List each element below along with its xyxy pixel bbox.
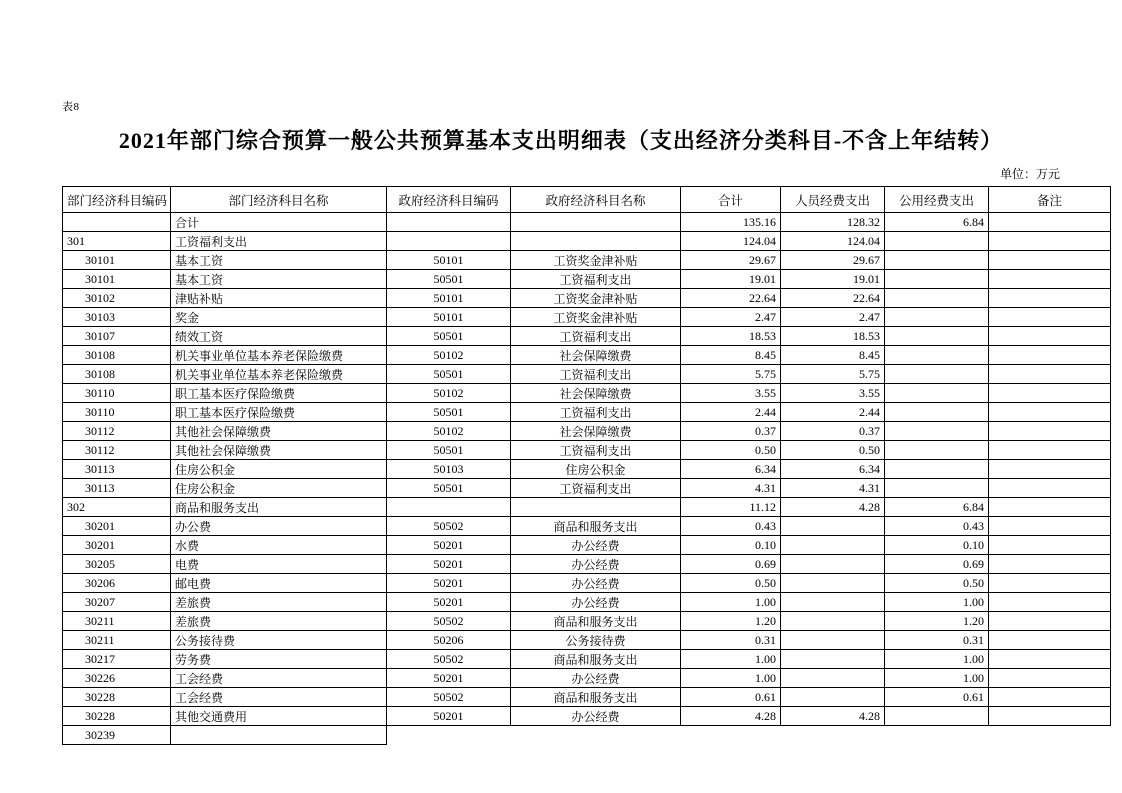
cell-personnel: 22.64: [781, 289, 885, 308]
cell-dept-name: 奖金: [171, 308, 387, 327]
cell-dept-code: 30201: [63, 536, 171, 555]
cell-personnel: 2.44: [781, 403, 885, 422]
cell-gov-name: 工资福利支出: [511, 479, 681, 498]
cell-public: [885, 365, 989, 384]
cell-remark: [989, 327, 1111, 346]
cell-gov-name: 商品和服务支出: [511, 688, 681, 707]
cell-total: 0.43: [681, 517, 781, 536]
cell-dept-code: 30112: [63, 441, 171, 460]
cell-dept-code: 30217: [63, 650, 171, 669]
cell-gov-code: 50201: [387, 593, 511, 612]
cell-remark: [989, 726, 1111, 745]
cell-remark: [989, 688, 1111, 707]
cell-total: 0.31: [681, 631, 781, 650]
cell-public: [885, 327, 989, 346]
cell-gov-code: 50103: [387, 460, 511, 479]
cell-gov-code: 50201: [387, 555, 511, 574]
cell-public: [885, 384, 989, 403]
cell-personnel: [781, 517, 885, 536]
cell-remark: [989, 669, 1111, 688]
table-header: [63, 187, 1111, 213]
cell-personnel: 0.50: [781, 441, 885, 460]
cell-gov-code: [387, 726, 511, 745]
cell-dept-name: 住房公积金: [171, 460, 387, 479]
table-row: [63, 213, 1111, 232]
cell-personnel: 18.53: [781, 327, 885, 346]
cell-public: [885, 479, 989, 498]
table-row: [63, 384, 1111, 403]
cell-public: [885, 403, 989, 422]
cell-dept-name: 公务接待费: [171, 631, 387, 650]
table-row: [63, 707, 1111, 726]
cell-public: [885, 460, 989, 479]
cell-gov-code: 50201: [387, 574, 511, 593]
cell-dept-code: 30211: [63, 612, 171, 631]
cell-remark: [989, 650, 1111, 669]
cell-dept-code: 30201: [63, 517, 171, 536]
table-row: [63, 327, 1111, 346]
cell-dept-code: 30206: [63, 574, 171, 593]
cell-public: [885, 726, 989, 745]
cell-public: 6.84: [885, 213, 989, 232]
cell-total: 0.50: [681, 441, 781, 460]
cell-gov-code: 50102: [387, 346, 511, 365]
cell-gov-name: [511, 213, 681, 232]
cell-gov-name: 社会保障缴费: [511, 384, 681, 403]
cell-gov-code: 50101: [387, 251, 511, 270]
cell-dept-name: 水费: [171, 536, 387, 555]
cell-gov-name: 工资福利支出: [511, 403, 681, 422]
cell-dept-code: 30211: [63, 631, 171, 650]
cell-public: [885, 308, 989, 327]
cell-remark: [989, 707, 1111, 726]
col-header-dept-name: 部门经济科目名称: [171, 187, 387, 213]
cell-remark: [989, 251, 1111, 270]
cell-public: 0.31: [885, 631, 989, 650]
cell-gov-code: 50501: [387, 365, 511, 384]
table-row: [63, 422, 1111, 441]
table-row: [63, 631, 1111, 650]
cell-personnel: 4.31: [781, 479, 885, 498]
table-header-row: [63, 187, 1111, 213]
cell-dept-name: 电费: [171, 555, 387, 574]
cell-dept-name: 基本工资: [171, 270, 387, 289]
col-header-personnel: 人员经费支出: [781, 187, 885, 213]
cell-gov-name: [511, 498, 681, 517]
cell-public: [885, 422, 989, 441]
table-row: [63, 251, 1111, 270]
table-row: [63, 270, 1111, 289]
cell-gov-name: 办公经费: [511, 574, 681, 593]
cell-gov-name: 商品和服务支出: [511, 650, 681, 669]
cell-personnel: 5.75: [781, 365, 885, 384]
cell-gov-name: [511, 232, 681, 251]
cell-remark: [989, 403, 1111, 422]
cell-public: 6.84: [885, 498, 989, 517]
cell-total: 4.28: [681, 707, 781, 726]
cell-personnel: 8.45: [781, 346, 885, 365]
cell-dept-name: 合计: [171, 213, 387, 232]
cell-public: 1.00: [885, 650, 989, 669]
table-row: [63, 346, 1111, 365]
cell-total: 2.44: [681, 403, 781, 422]
cell-gov-name: 商品和服务支出: [511, 517, 681, 536]
table-row: [63, 517, 1111, 536]
cell-gov-name: 公务接待费: [511, 631, 681, 650]
cell-remark: [989, 441, 1111, 460]
cell-gov-name: 办公经费: [511, 669, 681, 688]
cell-personnel: [781, 555, 885, 574]
cell-dept-code: 30110: [63, 403, 171, 422]
cell-remark: [989, 232, 1111, 251]
cell-personnel: [781, 593, 885, 612]
cell-gov-name: 工资福利支出: [511, 270, 681, 289]
cell-gov-code: 50101: [387, 308, 511, 327]
cell-gov-name: 社会保障缴费: [511, 346, 681, 365]
cell-total: 1.00: [681, 593, 781, 612]
table-row: [63, 460, 1111, 479]
cell-total: 1.00: [681, 650, 781, 669]
cell-dept-name: 邮电费: [171, 574, 387, 593]
cell-public: 0.43: [885, 517, 989, 536]
cell-gov-name: 工资奖金津补贴: [511, 289, 681, 308]
cell-personnel: [781, 612, 885, 631]
table-row: [63, 536, 1111, 555]
cell-dept-name: 基本工资: [171, 251, 387, 270]
cell-public: 1.20: [885, 612, 989, 631]
cell-dept-code: 30239: [63, 726, 171, 745]
cell-remark: [989, 593, 1111, 612]
cell-personnel: 4.28: [781, 707, 885, 726]
cell-gov-code: 50501: [387, 327, 511, 346]
cell-public: [885, 270, 989, 289]
col-header-total: 合计: [681, 187, 781, 213]
cell-dept-name: 职工基本医疗保险缴费: [171, 384, 387, 403]
table-row: [63, 574, 1111, 593]
cell-gov-name: 工资福利支出: [511, 365, 681, 384]
cell-total: 0.50: [681, 574, 781, 593]
cell-remark: [989, 308, 1111, 327]
cell-total: 1.00: [681, 669, 781, 688]
cell-dept-name: 工资福利支出: [171, 232, 387, 251]
cell-public: [885, 346, 989, 365]
cell-total: [681, 726, 781, 745]
cell-total: 2.47: [681, 308, 781, 327]
cell-public: [885, 251, 989, 270]
cell-dept-name: 工会经费: [171, 688, 387, 707]
cell-dept-name: [171, 726, 387, 745]
cell-gov-code: 50201: [387, 707, 511, 726]
cell-dept-code: 30226: [63, 669, 171, 688]
cell-gov-code: 50501: [387, 441, 511, 460]
cell-dept-name: 机关事业单位基本养老保险缴费: [171, 365, 387, 384]
cell-dept-code: 30228: [63, 707, 171, 726]
cell-remark: [989, 631, 1111, 650]
cell-dept-code: [63, 213, 171, 232]
cell-dept-code: 30102: [63, 289, 171, 308]
cell-gov-name: 办公经费: [511, 536, 681, 555]
cell-dept-name: 商品和服务支出: [171, 498, 387, 517]
cell-total: 19.01: [681, 270, 781, 289]
cell-dept-code: 30101: [63, 270, 171, 289]
cell-total: 8.45: [681, 346, 781, 365]
cell-gov-code: 50102: [387, 422, 511, 441]
cell-gov-code: 50502: [387, 688, 511, 707]
cell-dept-code: 30207: [63, 593, 171, 612]
cell-dept-name: 劳务费: [171, 650, 387, 669]
table-row: [63, 479, 1111, 498]
cell-personnel: [781, 669, 885, 688]
table-row: [63, 669, 1111, 688]
table-row: [63, 650, 1111, 669]
cell-total: 1.20: [681, 612, 781, 631]
cell-dept-name: 差旅费: [171, 593, 387, 612]
cell-gov-name: 工资奖金津补贴: [511, 308, 681, 327]
cell-dept-name: 办公费: [171, 517, 387, 536]
cell-gov-code: 50206: [387, 631, 511, 650]
table-row: [63, 232, 1111, 251]
col-header-remark: 备注: [989, 187, 1111, 213]
cell-public: [885, 289, 989, 308]
budget-detail-table: [62, 186, 1111, 745]
table-row: [63, 365, 1111, 384]
cell-gov-name: 工资奖金津补贴: [511, 251, 681, 270]
cell-gov-name: [511, 726, 681, 745]
cell-personnel: 29.67: [781, 251, 885, 270]
cell-personnel: [781, 688, 885, 707]
cell-personnel: [781, 536, 885, 555]
cell-remark: [989, 517, 1111, 536]
cell-public: 0.10: [885, 536, 989, 555]
cell-gov-name: 工资福利支出: [511, 441, 681, 460]
cell-personnel: [781, 574, 885, 593]
cell-remark: [989, 555, 1111, 574]
cell-gov-name: 办公经费: [511, 555, 681, 574]
cell-gov-code: 50102: [387, 384, 511, 403]
table-row: [63, 289, 1111, 308]
cell-dept-code: 30113: [63, 479, 171, 498]
cell-personnel: 3.55: [781, 384, 885, 403]
cell-dept-code: 302: [63, 498, 171, 517]
cell-public: 1.00: [885, 669, 989, 688]
cell-public: [885, 707, 989, 726]
cell-dept-name: 其他社会保障缴费: [171, 422, 387, 441]
table-row: [63, 555, 1111, 574]
cell-dept-code: 30110: [63, 384, 171, 403]
cell-dept-code: 30103: [63, 308, 171, 327]
unit-label: 单位：万元: [999, 167, 1060, 181]
cell-gov-code: [387, 213, 511, 232]
cell-public: 0.61: [885, 688, 989, 707]
cell-gov-code: 50501: [387, 270, 511, 289]
cell-dept-name: 差旅费: [171, 612, 387, 631]
cell-gov-code: 50502: [387, 650, 511, 669]
cell-dept-name: 其他社会保障缴费: [171, 441, 387, 460]
cell-public: 0.69: [885, 555, 989, 574]
cell-remark: [989, 213, 1111, 232]
table-row: [63, 593, 1111, 612]
cell-public: [885, 441, 989, 460]
cell-gov-name: 办公经费: [511, 593, 681, 612]
cell-personnel: 2.47: [781, 308, 885, 327]
cell-remark: [989, 536, 1111, 555]
cell-dept-name: 职工基本医疗保险缴费: [171, 403, 387, 422]
cell-remark: [989, 479, 1111, 498]
table-body: [63, 213, 1111, 745]
cell-dept-code: 30113: [63, 460, 171, 479]
cell-public: 1.00: [885, 593, 989, 612]
cell-gov-code: 50101: [387, 289, 511, 308]
cell-personnel: [781, 631, 885, 650]
sheet-tag: 表8: [62, 101, 80, 113]
cell-remark: [989, 289, 1111, 308]
cell-remark: [989, 270, 1111, 289]
cell-gov-code: [387, 498, 511, 517]
table-row: [63, 612, 1111, 631]
col-header-dept-code: 部门经济科目编码: [63, 187, 171, 213]
cell-dept-code: 301: [63, 232, 171, 251]
cell-total: 6.34: [681, 460, 781, 479]
table-row: [63, 498, 1111, 517]
cell-dept-code: 30108: [63, 365, 171, 384]
cell-personnel: 124.04: [781, 232, 885, 251]
cell-total: 22.64: [681, 289, 781, 308]
table-row: [63, 726, 1111, 745]
cell-public: [885, 232, 989, 251]
cell-total: 4.31: [681, 479, 781, 498]
col-header-gov-code: 政府经济科目编码: [387, 187, 511, 213]
col-header-public: 公用经费支出: [885, 187, 989, 213]
cell-personnel: 19.01: [781, 270, 885, 289]
cell-remark: [989, 422, 1111, 441]
cell-remark: [989, 574, 1111, 593]
cell-remark: [989, 365, 1111, 384]
cell-personnel: [781, 650, 885, 669]
cell-remark: [989, 346, 1111, 365]
cell-total: 135.16: [681, 213, 781, 232]
table-row: [63, 308, 1111, 327]
cell-total: 11.12: [681, 498, 781, 517]
cell-total: 29.67: [681, 251, 781, 270]
cell-remark: [989, 612, 1111, 631]
cell-dept-name: 津贴补贴: [171, 289, 387, 308]
cell-gov-name: 商品和服务支出: [511, 612, 681, 631]
cell-remark: [989, 460, 1111, 479]
cell-total: 0.61: [681, 688, 781, 707]
cell-total: 0.10: [681, 536, 781, 555]
cell-total: 0.69: [681, 555, 781, 574]
cell-gov-code: 50502: [387, 517, 511, 536]
table-row: [63, 441, 1111, 460]
cell-gov-name: 社会保障缴费: [511, 422, 681, 441]
cell-total: 124.04: [681, 232, 781, 251]
cell-gov-code: 50201: [387, 669, 511, 688]
cell-gov-code: 50201: [387, 536, 511, 555]
cell-total: 18.53: [681, 327, 781, 346]
cell-remark: [989, 384, 1111, 403]
cell-gov-name: 工资福利支出: [511, 327, 681, 346]
cell-total: 0.37: [681, 422, 781, 441]
cell-dept-code: 30108: [63, 346, 171, 365]
cell-dept-name: 机关事业单位基本养老保险缴费: [171, 346, 387, 365]
cell-dept-name: 工会经费: [171, 669, 387, 688]
cell-dept-code: 30228: [63, 688, 171, 707]
cell-personnel: [781, 726, 885, 745]
cell-personnel: 4.28: [781, 498, 885, 517]
cell-dept-code: 30107: [63, 327, 171, 346]
cell-personnel: 128.32: [781, 213, 885, 232]
col-header-gov-name: 政府经济科目名称: [511, 187, 681, 213]
cell-dept-code: 30205: [63, 555, 171, 574]
cell-gov-name: 住房公积金: [511, 460, 681, 479]
page-title: 2021年部门综合预算一般公共预算基本支出明细表（支出经济分类科目-不含上年结转）: [118, 128, 1004, 153]
cell-public: 0.50: [885, 574, 989, 593]
cell-gov-code: 50502: [387, 612, 511, 631]
cell-remark: [989, 498, 1111, 517]
table-row: [63, 688, 1111, 707]
cell-gov-code: 50501: [387, 479, 511, 498]
cell-dept-code: 30112: [63, 422, 171, 441]
cell-dept-name: 绩效工资: [171, 327, 387, 346]
cell-gov-code: 50501: [387, 403, 511, 422]
table-row: [63, 403, 1111, 422]
cell-dept-code: 30101: [63, 251, 171, 270]
cell-dept-name: 住房公积金: [171, 479, 387, 498]
cell-total: 5.75: [681, 365, 781, 384]
cell-total: 3.55: [681, 384, 781, 403]
cell-dept-name: 其他交通费用: [171, 707, 387, 726]
cell-gov-code: [387, 232, 511, 251]
cell-gov-name: 办公经费: [511, 707, 681, 726]
cell-personnel: 0.37: [781, 422, 885, 441]
cell-personnel: 6.34: [781, 460, 885, 479]
